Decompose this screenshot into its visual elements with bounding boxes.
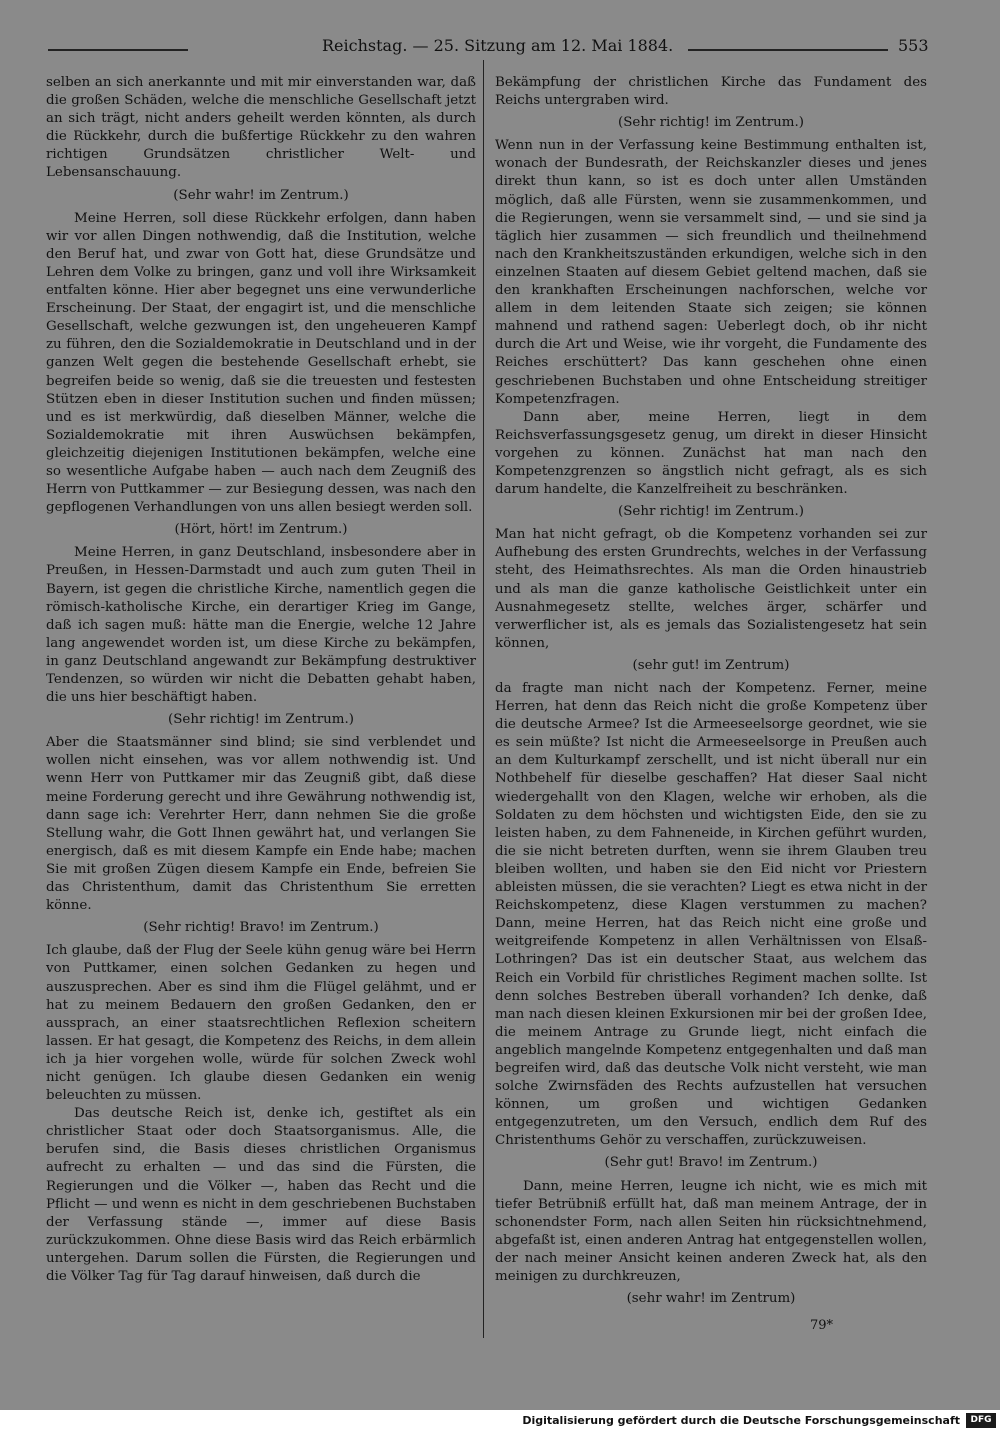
paragraph: Bekämpfung der christlichen Kirche das Fundament des Reichs untergraben wird.: [495, 75, 927, 109]
page-number: 553: [898, 36, 929, 55]
paragraph: Das deutsche Reich ist, denke ich, gestiftet als ein christlicher Staat oder doch Staatsorganismus. Alle, die berufen sind, die Basis dieses christlichen Organismus aufrecht zu erhalten — und das sind die Fürsten, die Regierungen und die Völker —, haben das Recht und die Pflicht — und wenn es nicht in dem geschriebenen Buchstaben der Verfassung stände —, immer auf diese Basis zurückzukommen. Ohne diese Basis wird das Reich erbärmlich untergehen. Darum sollen die Fürsten, die Regierungen und die Völker Tag für Tag darauf hinweisen, daß durch die: [46, 1106, 476, 1284]
paragraph: Dann, meine Herren, leugne ich nicht, wie es mich mit tiefer Betrübniß erfüllt hat, daß man meinem Antrage, der in schonendster Form, nach allen Seiten hin rücksichtnehmend, abgefaßt ist, einen anderen Antrag hat entgegenstellen wollen, der nach meiner Ansicht keinen anderen Zweck hat, als den meinigen zu durchkreuzen,: [495, 1178, 927, 1284]
paragraph: selben an sich anerkannte und mit mir einverstanden war, daß die großen Schäden, welche die menschliche Gesellschaft jetzt an sich trägt, nicht anders geheilt werden könnten, als durch die Rückkehr, durch die bußfertige Rückkehr zu den wahren richtigen Grundsätzen christlicher Welt- und Lebensanschauung.: [46, 75, 476, 181]
interjection: (Sehr gut! Bravo! im Zentrum.): [604, 1155, 818, 1171]
paragraph: Wenn nun in der Verfassung keine Bestimmung enthalten ist, wonach der Bundesrath, der Reichskanzler dieses und jenes direkt thun kann, so ist es doch unter allen Umständen möglich, daß alle Fürsten, wenn sie zusammenkommen, und die Regierungen, wenn sie versammelt sind, — und sie sind ja täglich hier zusammen — sich freundlich und theilnehmend nach den Krankheitszuständen erkundigen, welche sich in den einzelnen Staaten auf diesem Gebiet geltend machen, daß sie den krankhaften Erscheinungen nachforschen, welche vor allem in dem leitenden Staate sich zeigen; sie können mahnend und rathend sagen: Ueberlegt doch, ob ihr nicht durch die Art und Weise, wie ihr vorgeht, die Fundamente des Reiches erschüttert? Das kann geschehen ohne einen geschriebenen Buchstaben und ohne Entscheidung streitiger Kompetenzfragen.: [495, 138, 927, 407]
paragraph: Aber die Staatsmänner sind blind; sie sind verblendet und wollen nicht einsehen, was vor allem nothwendig ist. Und wenn Herr von Puttkamer mir das Zeugniß gibt, daß diese meine Forderung gerecht und ihre Gewährung nothwendig ist, dann sage ich: Verehrter Herr, dann nehmen Sie die große Stellung wahr, die Gott Ihnen gewährt hat, und verlangen Sie energisch, daß es mit diesem Kampfe ein Ende habe; machen Sie mit großen Zügen diesem Kampfe ein Ende, befreien Sie das Christenthum, damit das Christenthum Sie erretten könne.: [46, 735, 476, 914]
interjection: (Sehr richtig! im Zentrum.): [618, 504, 804, 520]
page-header: [40, 34, 970, 62]
paragraph: Ich glaube, daß der Flug der Seele kühn genug wäre bei Herrn von Puttkamer, einen solchen Gedanken zu hegen und auszusprechen. Aber es sind ihm die Flügel gelähmt, und er hat zu meinem Bedauern den großen Gedanken, den er aussprach, an einer staatsrechtlichen Reflexion scheitern lassen. Er hat gesagt, die Kompetenz des Reichs, in dem allein ich ja hier vorgehen wolle, würde für solchen Zweck wohl nicht genügen. Ich glaube diesen Gedanken ein wenig beleuchten zu müssen.: [46, 943, 476, 1104]
header-rule-right: [688, 49, 888, 51]
paragraph: Man hat nicht gefragt, ob die Kompetenz vorhanden sei zur Aufhebung des ersten Grundrechts, welches in der Verfassung steht, des Heimathsrechtes. Als man die Orden hinaustrieb und als man die ganze katholische Geistlichkeit unter ein Ausnahmegesetz stellte, welches ärger, schärfer und verwerflicher ist, als es jemals das Sozialistengesetz hat sein können,: [495, 527, 927, 651]
interjection: (Sehr wahr! im Zentrum.): [173, 187, 349, 203]
dfg-logo: DFG: [966, 1413, 996, 1428]
paragraph: Meine Herren, in ganz Deutschland, insbesondere aber in Preußen, in Hessen-Darmstadt und auch zum guten Theil in Bayern, ist gegen die christliche Kirche, namentlich gegen die römisch-katholische Kirche, ein derartiger Krieg im Gange, daß ich sagen muß: hätte man die Energie, welche 12 Jahre lang angewendet worden ist, um diese Kirche zu bekämpfen, in ganz Deutschland angewandt zur Bekämpfung destruktiver Tendenzen, so würden wir nicht die Debatten gehabt haben, die uns hier beschäftigt haben.: [46, 545, 476, 706]
interjection: (Sehr richtig! Bravo! im Zentrum.): [143, 920, 379, 936]
column-divider: [483, 60, 484, 1338]
interjection: (sehr gut! im Zentrum): [632, 657, 790, 673]
interjection: (Hört, hört! im Zentrum.): [174, 522, 348, 538]
funding-note: Digitalisierung gefördert durch die Deutsche Forschungsgemeinschaft: [522, 1414, 960, 1427]
interjection: (Sehr richtig! im Zentrum.): [618, 115, 804, 131]
running-title: Reichstag. — 25. Sitzung am 12. Mai 1884.: [322, 36, 674, 55]
left-column: [46, 74, 476, 1286]
interjection: (sehr wahr! im Zentrum): [626, 1291, 796, 1307]
digitization-footer: [0, 1410, 1000, 1432]
signature-mark: 79*: [810, 1318, 834, 1333]
header-rule-left: [48, 49, 188, 51]
paragraph: Meine Herren, soll diese Rückkehr erfolgen, dann haben wir vor allen Dingen nothwendig, daß die Institution, welche den Beruf hat, und zwar von Gott hat, diese Grundsätze und Lehren dem Volke zu bringen, ganz und voll ihre Wirksamkeit entfalten könne. Hier aber begegnet uns eine verwunderliche Erscheinung. Der Staat, der engagirt ist, und die menschliche Gesellschaft, welche gezwungen ist, den ungeheueren Kampf zu führen, den die Sozialdemokratie in Deutschland und in der ganzen Welt gegen die bestehende Gesellschaft erhebt, sie begreifen beide so wenig, daß sie die treuesten und festesten Stützen eben in dieser Institution suchen und finden müssen; und es ist merkwürdig, daß dieselben Männer, welche die Sozialdemokratie mit ihren Auswüchsen bekämpfen, gleichzeitig diejenigen Institutionen bekämpfen, welche eine so wesentliche Aufgabe haben — auch nach dem Zeugniß des Herrn von Puttkammer — zur Besiegung dessen, was nach den gepflogenen Verhandlungen von uns allen besiegt werden soll.: [46, 210, 476, 516]
paragraph: Dann aber, meine Herren, liegt in dem Reichsverfassungsgesetz genug, um direkt in dieser Hinsicht vorgehen zu können. Zunächst hat man nach den Kompetenzgrenzen so ängstlich nicht gefragt, als es sich darum handelte, die Kanzelfreiheit zu beschränken.: [495, 409, 927, 498]
paragraph: da fragte man nicht nach der Kompetenz. Ferner, meine Herren, hat denn das Reich nicht die große Kompetenz über die deutsche Armee? Ist die Armeeseelsorge geordnet, wie sie es sein müßte? Ist nicht die Armeeseelsorge in Preußen auch an dem Kulturkampf zerschellt, und ist nicht überall nur ein Nothbehelf für dieselbe geschaffen? Hat dieser Saal nicht wiedergehallt von den Klagen, welche wir erhoben, als die Soldaten zu dem höchsten und wichtigsten Eide, den sie zu leisten haben, zu dem Fahneneide, in Kirchen geführt wurden, die sie nicht betreten durften, wenn sie ihrem Glauben treu bleiben wollten, und haben sie den Eid nicht vor Priestern ableisten müssen, die sie verachten? Liegt es etwa nicht in der Reichskompetenz, diese Klagen verstummen zu machen? Dann, meine Herren, hat das Reich nicht eine große und weitgreifende Kompetenz in allen Verhältnissen von Elsaß-Lothringen? Das ist ein deutscher Staat, aus welchem das Reich ein Vorbild für christliches Regiment machen sollte. Ist denn solches Bestreben überall vorhanden? Ich denke, daß man nach diesen kleinen Exkursionen mir bei der großen Idee, die meinem Antrage zu Grunde liegt, nicht einfach die angeblich mangelnde Kompetenz entgegenhalten und daß man begreifen wird, daß das deutsche Volk nicht versteht, wie man solche Zwirnsfäden des Rechts aufzustellen hat versuchen können, um großen und wichtigen Gedanken entgegenzutreten, um den Versuch, endlich dem Ruf des Christenthums Gehör zu verschaffen, zurückzuweisen.: [495, 681, 927, 1149]
right-column: [495, 74, 927, 1313]
interjection: (Sehr richtig! im Zentrum.): [168, 712, 354, 728]
